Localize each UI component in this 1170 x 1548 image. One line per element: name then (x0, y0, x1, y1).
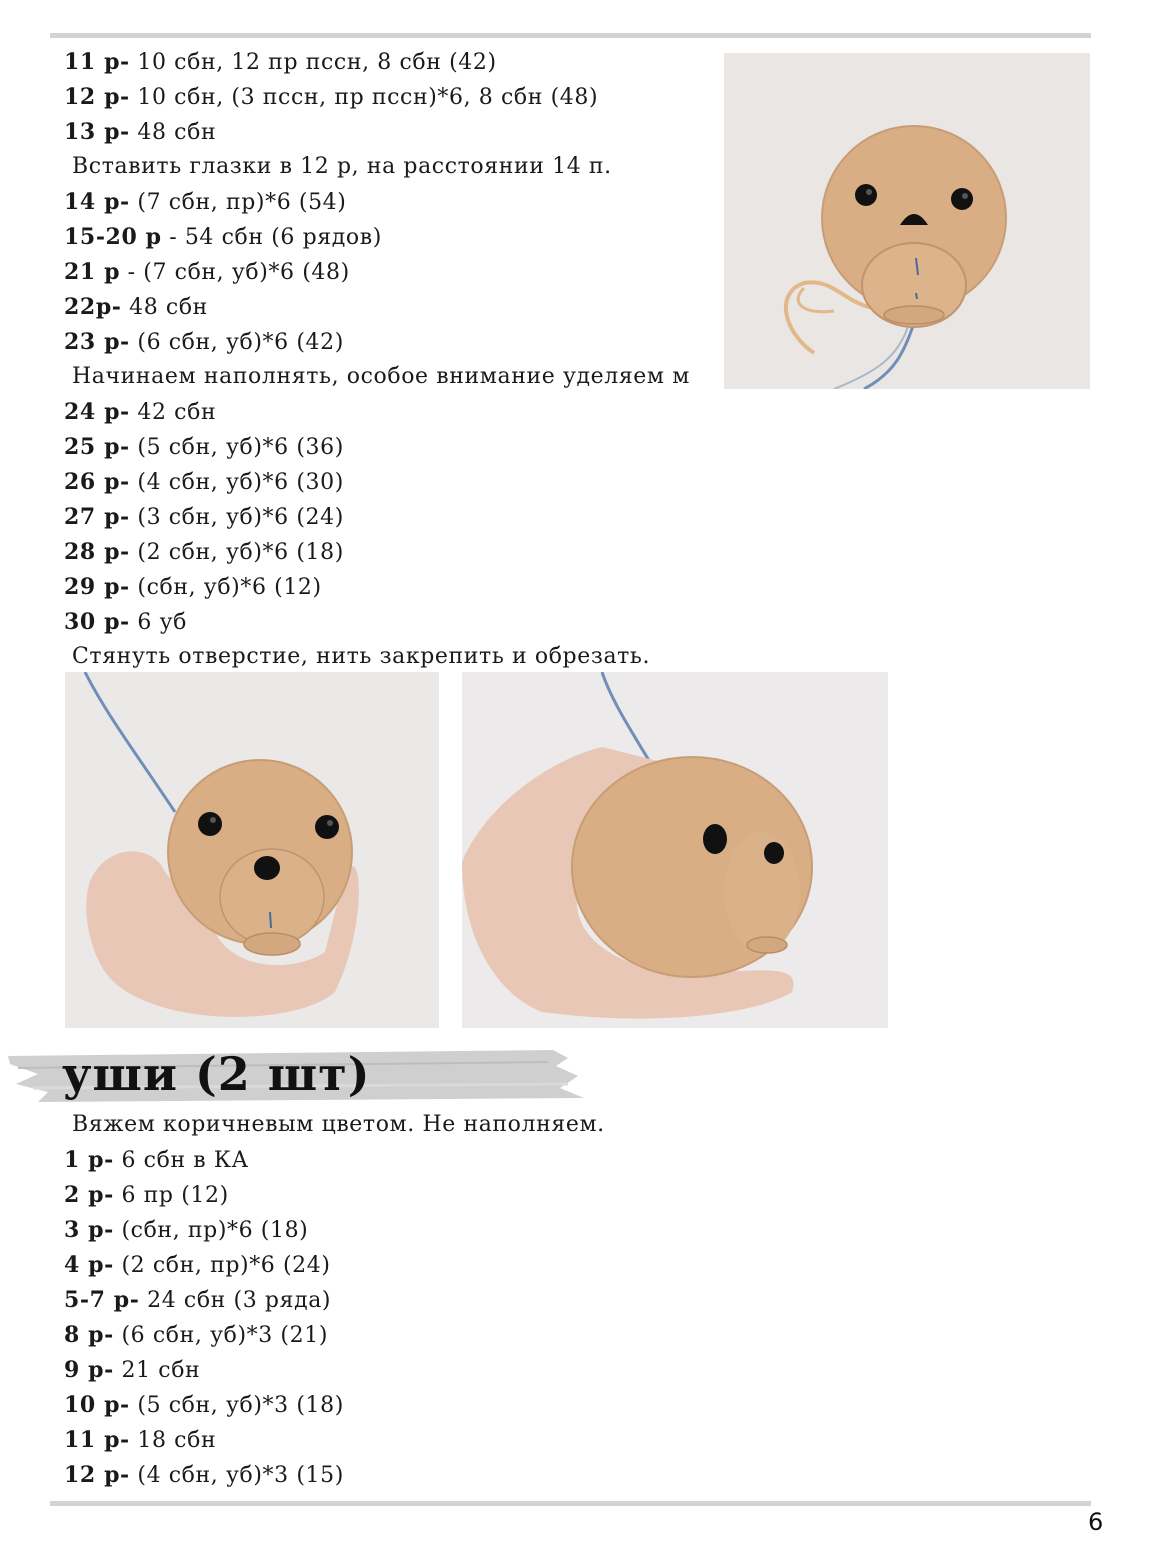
row-text: (4 сбн, уб)*3 (15) (129, 1463, 344, 1488)
instruction-row (64, 325, 344, 359)
instruction-row (64, 115, 216, 149)
row-label: 1 р- (64, 1147, 114, 1173)
row-label: 11 р- (64, 1427, 130, 1453)
row-label: 22р- (64, 294, 122, 320)
head-front-illustration (724, 53, 1090, 389)
row-text: (6 сбн, уб)*6 (42) (129, 330, 344, 355)
photo-head-in-hand-front (65, 672, 439, 1028)
row-label: 12 р- (64, 1462, 130, 1488)
row-text: 21 сбн (113, 1358, 201, 1383)
row-text: (7 сбн, пр)*6 (54) (129, 190, 347, 215)
row-label: 5-7 р- (64, 1287, 140, 1313)
row-text: Стянуть отверстие, нить закрепить и обрезать. (72, 644, 651, 669)
instruction-row (64, 1178, 229, 1212)
instruction-row (64, 1423, 216, 1457)
instruction-row (64, 1213, 308, 1247)
row-label: 27 р- (64, 504, 130, 530)
row-label: 10 р- (64, 1392, 130, 1418)
row-text: Начинаем наполнять, особое внимание уделяем м (72, 364, 690, 389)
instruction-note (72, 150, 612, 184)
instruction-row (64, 465, 344, 499)
row-text: 6 пр (12) (113, 1183, 229, 1208)
instruction-row (64, 1458, 344, 1492)
row-label: 8 р- (64, 1322, 114, 1348)
row-text: 6 уб (129, 610, 187, 635)
row-text: (2 сбн, уб)*6 (18) (129, 540, 344, 565)
instruction-row (64, 1318, 328, 1352)
instruction-row (64, 1143, 249, 1177)
instruction-row (64, 220, 382, 254)
head-in-hand-side-illustration (462, 672, 888, 1028)
instruction-row (64, 1388, 344, 1422)
instruction-row (64, 255, 350, 289)
instruction-note (72, 1108, 605, 1142)
row-text: 48 сбн (121, 295, 208, 320)
row-label: 24 р- (64, 399, 130, 425)
row-text: (2 сбн, пр)*6 (24) (113, 1253, 331, 1278)
row-label: 14 р- (64, 189, 130, 215)
row-text: 24 сбн (3 ряда) (139, 1288, 332, 1313)
row-text: (4 сбн, уб)*6 (30) (129, 470, 344, 495)
instruction-row (64, 185, 346, 219)
row-text: (3 сбн, уб)*6 (24) (129, 505, 344, 530)
instruction-row (64, 395, 216, 429)
row-text: (сбн, пр)*6 (18) (113, 1218, 309, 1243)
row-label: 9 р- (64, 1357, 114, 1383)
row-label: 28 р- (64, 539, 130, 565)
row-text: 48 сбн (129, 120, 217, 145)
instruction-row (64, 430, 344, 464)
row-label: 3 р- (64, 1217, 114, 1243)
row-label: 15-20 р (64, 224, 162, 250)
instruction-row (64, 570, 322, 604)
instruction-row (64, 500, 344, 534)
instruction-row (64, 535, 344, 569)
instruction-note (72, 360, 690, 394)
instruction-row (64, 1353, 200, 1387)
row-text: (сбн, уб)*6 (12) (129, 575, 322, 600)
row-label: 26 р- (64, 469, 130, 495)
instruction-row (64, 45, 497, 79)
bottom-rule (50, 1501, 1091, 1506)
page-number: 6 (1088, 1508, 1104, 1536)
row-text: 6 сбн в КА (113, 1148, 249, 1173)
row-label: 12 р- (64, 84, 130, 110)
photo-head-in-hand-side (462, 672, 888, 1028)
row-label: 11 р- (64, 49, 130, 75)
row-text: (5 сбн, уб)*6 (36) (129, 435, 344, 460)
instruction-note (72, 640, 650, 674)
instruction-row (64, 1248, 331, 1282)
row-label: 25 р- (64, 434, 130, 460)
row-text: (5 сбн, уб)*3 (18) (129, 1393, 344, 1418)
instruction-row (64, 290, 208, 324)
section-title-ears: уши (2 шт) (62, 1047, 371, 1101)
row-text: (6 сбн, уб)*3 (21) (113, 1323, 328, 1348)
instruction-row (64, 605, 187, 639)
row-text: Вяжем коричневым цветом. Не наполняем. (72, 1112, 605, 1137)
row-text: 10 сбн, (3 пссн, пр пссн)*6, 8 сбн (48) (129, 85, 599, 110)
row-label: 23 р- (64, 329, 130, 355)
row-label: 29 р- (64, 574, 130, 600)
row-label: 13 р- (64, 119, 130, 145)
row-text: Вставить глазки в 12 р, на расстоянии 14 п. (72, 154, 612, 179)
row-text: - 54 сбн (6 рядов) (161, 225, 382, 250)
photo-head-front (724, 53, 1090, 389)
instruction-row (64, 1283, 331, 1317)
row-label: 2 р- (64, 1182, 114, 1208)
row-label: 4 р- (64, 1252, 114, 1278)
top-rule (50, 33, 1091, 38)
row-text: 10 сбн, 12 пр пссн, 8 сбн (42) (129, 50, 497, 75)
instruction-row (64, 80, 598, 114)
row-label: 30 р- (64, 609, 130, 635)
row-text: - (7 сбн, уб)*6 (48) (120, 260, 350, 285)
row-text: 18 сбн (129, 1428, 217, 1453)
head-in-hand-front-illustration (65, 672, 439, 1028)
row-text: 42 сбн (129, 400, 217, 425)
row-label: 21 р (64, 259, 121, 285)
